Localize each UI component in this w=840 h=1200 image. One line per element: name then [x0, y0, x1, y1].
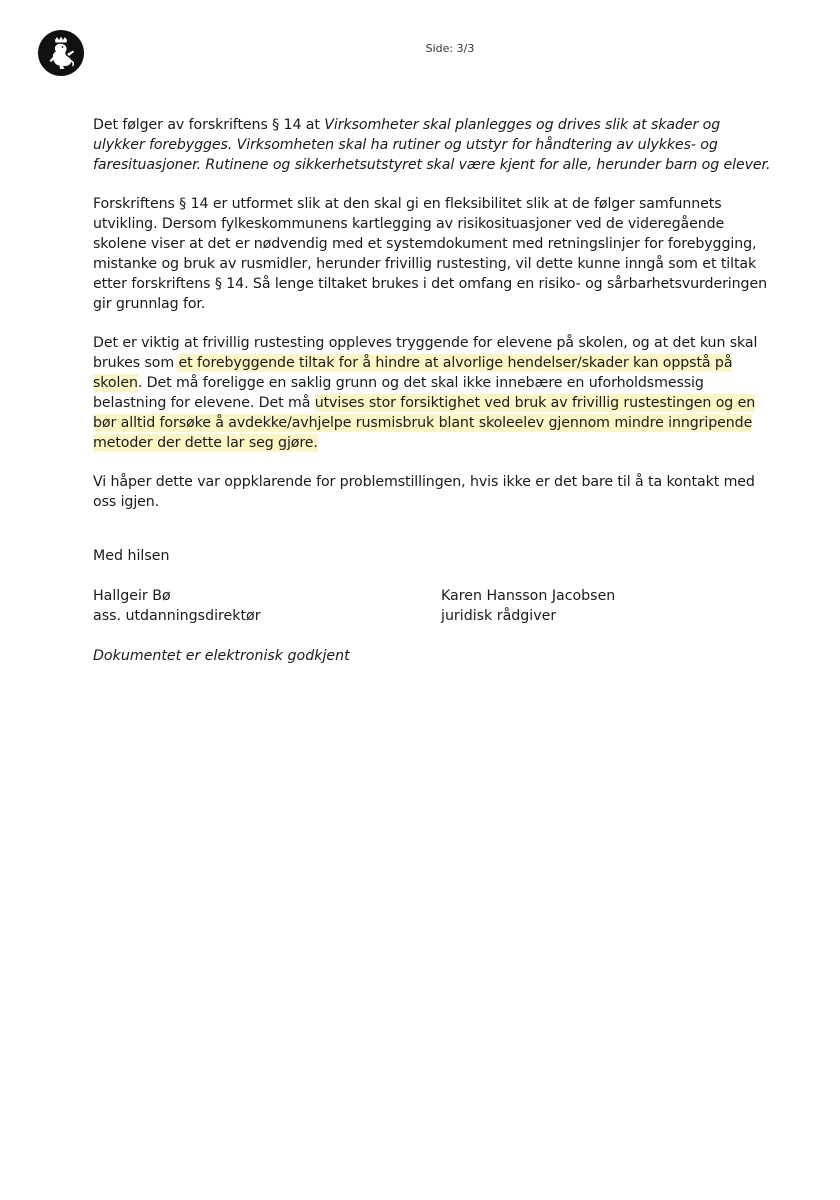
signatory-title: ass. utdanningsdirektør: [93, 608, 261, 624]
paragraph-flexibility: Forskriftens § 14 er utformet slik at den skal gi en fleksibilitet slik at de følger samfunnets utvikling. Dersom fylkeskommunens kartlegging av risikosituasjoner ved de videregående skolene viser at det er nødvendig med et systemdokument med retningslinjer for forebygging, mistanke og bruk av rusmidler, herunder frivillig rustesting, vil dette kunne inngå som et tiltak etter forskriftens § 14. Så lenge tiltaket brukes i det omfang en risiko- og sårbarhetsvurderingen gir grunnlag for.: [93, 196, 767, 312]
highlighted-text: et forebyggende tiltak for å hindre at alvorlige hendelser/skader kan oppstå på skolen: [93, 355, 733, 391]
signatory-name: Karen Hansson Jacobsen: [441, 588, 616, 604]
signature-block: [441, 586, 615, 626]
signatory-title: juridisk rådgiver: [441, 608, 557, 624]
electronic-approval-note: Dokumentet er elektronisk godkjent: [93, 648, 350, 664]
paragraph-text: Det følger av forskriftens § 14 at: [93, 117, 325, 133]
page-number: Side: 3/3: [425, 42, 475, 55]
paragraph-drug-testing: [93, 333, 773, 453]
signatory-name: Hallgeir Bø: [93, 588, 171, 604]
paragraph-closing-remark: Vi håper dette var oppklarende for problemstillingen, hvis ikke er det bare til å ta kontakt med oss igjen.: [93, 474, 755, 510]
closing-greeting: Med hilsen: [93, 548, 170, 564]
paragraph-text: Det er viktig at frivillig rustesting oppleves tryggende for elevene på skolen, og at det kun skal brukes som: [93, 335, 758, 371]
paragraph-regulation-quote: [93, 115, 773, 175]
letter-body: [93, 115, 773, 531]
signature-block: [93, 586, 261, 626]
highlighted-text: utvises stor forsiktighet ved bruk av frivillig rustestingen og en bør alltid forsøke å avdekke/avhjelpe rusmisbruk blant skoleelev gjennom mindre inngripende metoder der dette lar seg gjøre.: [93, 395, 756, 451]
paragraph-text: . Det må foreligge en saklig grunn og det skal ikke innebære en uforholdsmessig belastning for elevene. Det må: [93, 375, 704, 411]
regulation-quote: Virksomheter skal planlegges og drives slik at skader og ulykker forebygges. Virksomheten skal ha rutiner og utstyr for håndtering av ulykkes- og faresituasjoner. Rutinene og sikkerhetsutstyret skal være kjent for alle, herunder barn og elever.: [93, 117, 771, 173]
